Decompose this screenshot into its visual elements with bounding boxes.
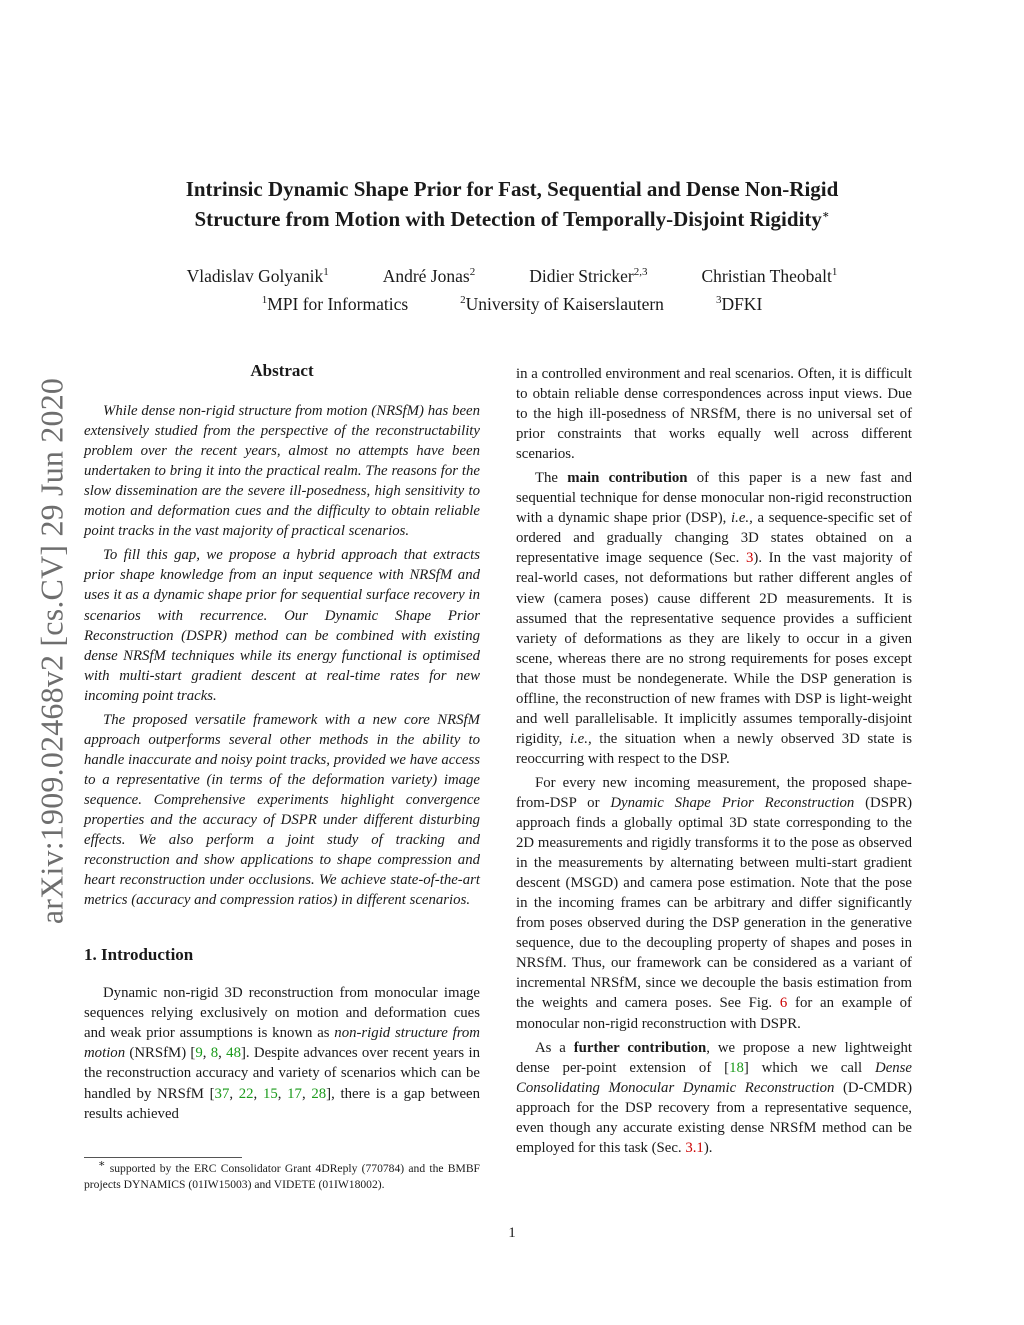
body-paragraph: As a further contribution, we propose a new lightweight dense per-point extension of [18] which we call Dense Consolidating Monocular Dynamic Reconstruction (D-CMDR) approach for the DSP recovery from a representative sequence, even though any accurate existing dense NRSfM method can be employed for this task (Sec. 3.1). — [516, 1039, 913, 1156]
introduction-paragraph: Dynamic non-rigid 3D reconstruction from monocular image sequences relying exclusively on motion and deformation cues and weak prior assumptions is known as non-rigid structure from motion (NRSfM) [9, 8, 48]. Despite advances over recent years in the reconstruction accuracy and variety of scenarios which can be handled by NRSfM [37, 22, 15, 17, 28], there is a gap between results achieved — [84, 985, 480, 1122]
section-reference-link[interactable]: 3.1 — [685, 1139, 704, 1156]
author: Christian Theobalt$^1$ — [701, 266, 838, 286]
citation-link[interactable]: 18 — [729, 1059, 744, 1076]
author-list — [60, 262, 964, 290]
left-column — [84, 360, 480, 1124]
abstract — [84, 401, 480, 910]
figure-reference-link[interactable]: 6 — [779, 995, 788, 1012]
abstract-paragraph: To fill this gap, we propose a hybrid approach that extracts prior shape knowledge from an input sequence with NRSfM and uses it as a dynamic shape prior for sequential surface recovery in scenarios with recurrence. Our Dynamic Shape Prior Reconstruction (DSPR) method can be combined with existing dense NRSfM techniques while its energy functional is optimised with multi-start gradient descent at real-time rates for new incoming point tracks. — [84, 547, 480, 704]
abstract-heading: Abstract — [250, 361, 314, 380]
right-column — [516, 364, 912, 1158]
title-line-2: Structure from Motion with Detection of Temporally-Disjoint Rigidity∗ — [194, 207, 830, 231]
citation-link[interactable]: 15 — [262, 1085, 278, 1102]
title-line-1: Intrinsic Dynamic Shape Prior for Fast, Sequential and Dense Non-Rigid — [185, 177, 839, 201]
paper-title — [60, 174, 964, 234]
body-paragraph: in a controlled environment and real scenarios. Often, it is difficult to obtain reliable dense correspondences across input views. Due to the high ill-posedness of NRSfM, there is no universal set of prior constraints that works equally well across different scenarios. — [516, 366, 912, 463]
citation-link[interactable]: 9 — [195, 1045, 203, 1062]
citation-link[interactable]: 28 — [311, 1085, 327, 1102]
section-reference-link[interactable]: 3 — [745, 550, 754, 567]
page-number: 1 — [508, 1225, 516, 1241]
footnote: ∗ supported by the ERC Consolidator Grant 4DReply (770784) and the BMBF projects DYNAMICS (01IW15003) and VIDETE (01IW18002). — [84, 1158, 480, 1191]
body-paragraph: The main contribution of this paper is a new fast and sequential technique for dense monocular non-rigid reconstruction with a dynamic shape prior (DSP), i.e., a sequence-specific set of ordered and gradually changing 3D states obtained on a representative image sequence (Sec. 3). In the vast majority of real-world cases, not deformations but rather different angles of view (camera poses) cause different 2D measurements. It is assumed that the representative sequence provides a sufficient variety of deformations as they are likely to occur in a given scene, whereas there are no strong requirements for poses except that those must be nondegenerate. While the DSP generation is offline, the reconstruction of new frames with DSP is light-weight and well parallelisable. It implicitly assumes temporally-disjoint rigidity, i.e., the situation when a newly observed 3D state is reoccurring with respect to the DSP. — [516, 470, 912, 767]
author: André Jonas$^2$ — [382, 266, 476, 286]
affiliation: $^2$University of Kaiserslautern — [460, 294, 664, 314]
affiliation-list — [60, 290, 964, 318]
affiliation: $^1$MPI for Informatics — [261, 294, 409, 314]
affiliation: $^3$DFKI — [715, 294, 763, 314]
citation-link[interactable]: 48 — [226, 1045, 241, 1062]
abstract-paragraph: The proposed versatile framework with a new core NRSfM approach outperforms several other methods in the ability to handle inaccurate and noisy point tracks, provided we have access to a representative (in terms of the deformation variety) image sequence. Comprehensive experiments highlight convergence properties and the accuracy of DSPR under different disturbing effects. We also perform a joint study of tracking and reconstruction and show applications to shape compression and heart reconstruction under occlusions. We achieve state-of-the-art metrics (accuracy and compression ratios) in different scenarios. — [84, 711, 480, 909]
arxiv-identifier: arXiv:1909.02468v2 [cs.CV] 29 Jun 2020 — [33, 377, 70, 925]
author: Didier Stricker$^{2,3}$ — [529, 266, 648, 286]
title-footnote-mark: ∗ — [821, 209, 830, 221]
author-block — [60, 262, 964, 318]
citation-link[interactable]: 17 — [287, 1085, 302, 1102]
citation-link[interactable]: 37 — [214, 1085, 230, 1102]
footnote-rule — [84, 1157, 242, 1158]
citation-link[interactable]: 22 — [238, 1085, 254, 1102]
body-paragraph: For every new incoming measurement, the proposed shape-from-DSP or Dynamic Shape Prior Reconstruction (DSPR) approach finds a globally optimal 3D state corresponding to the 2D measurements and rigidly transforms it to the pose as observed in the measurements by alternating between multi-start gradient descent (MSGD) and camera pose estimation. Note that the pose in the incoming frames can be arbitrary and differ significantly from poses observed during the DSP generation in the generative sequence, due to the decoupling property of shapes and poses in NRSfM. Thus, our framework can be considered as a variant of incremental NRSfM, since we decouple the basis estimation from the weights and camera poses. See Fig. 6 for an example of monocular non-rigid reconstruction with DSPR. — [516, 774, 912, 1032]
abstract-paragraph: While dense non-rigid structure from motion (NRSfM) has been extensively studied from the perspective of the reconstructability problem over the recent years, almost no attempts have been undertaken to bring it into the practical realm. The reasons for the slow dissemination are the severe ill-posedness, high sensitivity to motion and deformation cues and the difficulty to obtain reliable point tracks in the vast majority of practical scenarios. — [84, 403, 480, 540]
section-heading-introduction: 1. Introduction — [84, 945, 194, 965]
author: Vladislav Golyanik$^1$ — [186, 266, 329, 286]
citation-link[interactable]: 8 — [210, 1045, 219, 1062]
